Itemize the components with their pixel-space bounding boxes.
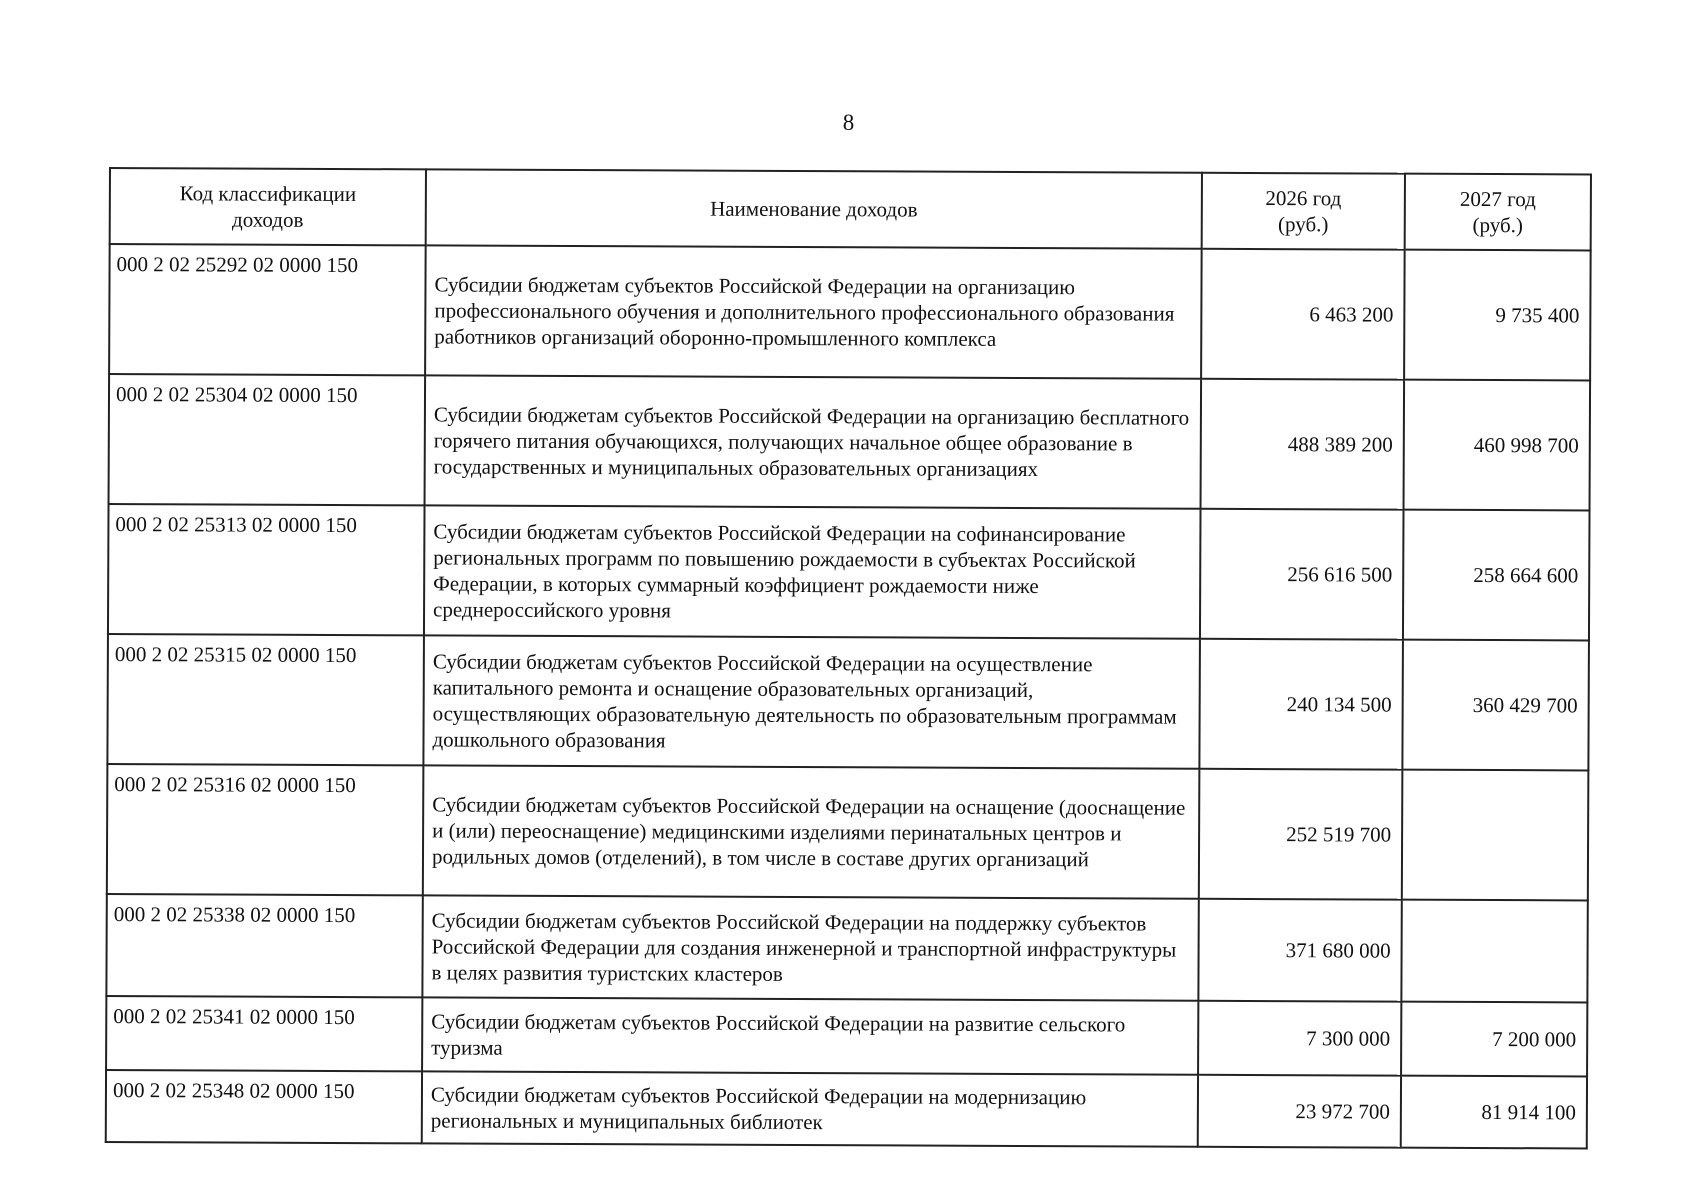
row-value-2027	[1401, 900, 1587, 1003]
row-value-2026: 23 972 700	[1198, 1075, 1401, 1148]
row-value-2026: 252 519 700	[1199, 769, 1403, 900]
row-value-2026: 7 300 000	[1198, 1001, 1401, 1076]
row-name: Субсидии бюджетам субъектов Российской Федерации на поддержку субъектов Российской Федерации для создания инженерной и транспортной инфраструктуры в целях развития туристских кластеров	[422, 895, 1198, 1000]
row-name: Субсидии бюджетам субъектов Российской Федерации на оснащение (дооснащение и (или) переоснащение) медицинскими изделиями перинатальных центров и родильных домов (отделений), в том числе в составе других организаций	[423, 765, 1200, 898]
row-code: 000 2 02 25348 02 0000 150	[106, 1070, 422, 1143]
row-value-2026: 256 616 500	[1200, 509, 1404, 640]
header-code	[110, 168, 426, 245]
row-code: 000 2 02 25292 02 0000 150	[109, 244, 426, 375]
header-2027-line2: (руб.)	[1472, 212, 1523, 238]
page-number: 8	[842, 110, 855, 135]
row-code: 000 2 02 25304 02 0000 150	[109, 374, 426, 505]
header-2027-line1: 2027 год	[1459, 186, 1536, 212]
row-value-2027: 460 998 700	[1404, 380, 1591, 511]
row-name: Субсидии бюджетам субъектов Российской Федерации на организацию бесплатного горячего питания обучающихся, получающих начальное общее образование в государственных и муниципальных образовательных организациях	[425, 375, 1202, 508]
table-row	[109, 244, 1591, 380]
table-row	[107, 634, 1589, 770]
header-2027	[1405, 174, 1591, 251]
table-row	[108, 504, 1590, 640]
row-name: Субсидии бюджетам субъектов Российской Федерации на развитие сельского туризма	[422, 997, 1198, 1074]
row-code: 000 2 02 25338 02 0000 150	[106, 894, 422, 997]
table-row	[106, 996, 1587, 1076]
row-name: Субсидии бюджетам субъектов Российской Федерации на модернизацию региональных и муниципальных библиотек	[422, 1071, 1198, 1146]
row-value-2027: 258 664 600	[1403, 510, 1590, 641]
row-code: 000 2 02 25313 02 0000 150	[108, 504, 425, 635]
row-value-2027: 81 914 100	[1401, 1076, 1587, 1149]
header-name: Наименование доходов	[426, 169, 1202, 248]
row-name: Субсидии бюджетам субъектов Российской Федерации на осуществление капитального ремонта и оснащение образовательных организаций, осуществляющих образовательную деятельность по образовательным программам дошкольного образования	[423, 635, 1200, 768]
row-value-2027	[1402, 770, 1589, 901]
table-row	[107, 764, 1589, 900]
revenue-table	[105, 167, 1592, 1149]
row-value-2026: 371 680 000	[1198, 899, 1401, 1002]
row-code: 000 2 02 25316 02 0000 150	[107, 764, 424, 895]
header-code-line1: Код классификации	[179, 181, 357, 207]
row-name: Субсидии бюджетам субъектов Российской Федерации на организацию профессионального обучения и дополнительного профессионального образования работников организаций оборонно-промышленного комплекса	[425, 245, 1202, 378]
row-code: 000 2 02 25341 02 0000 150	[106, 996, 422, 1071]
table-row	[106, 894, 1587, 1002]
header-2026-line2: (руб.)	[1278, 212, 1329, 237]
row-value-2026: 488 389 200	[1201, 379, 1405, 510]
row-name: Субсидии бюджетам субъектов Российской Федерации на софинансирование региональных программ по повышению рождаемости в субъектах Российской Федерации, в которых суммарный коэффициент рождаемости ниже среднероссийского уровня	[424, 505, 1201, 638]
header-2026	[1202, 173, 1405, 250]
row-value-2027: 360 429 700	[1402, 640, 1589, 771]
table-header-row	[110, 168, 1591, 250]
row-code: 000 2 02 25315 02 0000 150	[107, 634, 424, 765]
row-value-2026: 240 134 500	[1199, 639, 1403, 770]
row-value-2027: 7 200 000	[1401, 1002, 1587, 1077]
table-row	[109, 374, 1591, 510]
table-row	[106, 1070, 1587, 1148]
row-value-2026: 6 463 200	[1201, 249, 1405, 380]
row-value-2027: 9 735 400	[1404, 250, 1591, 381]
header-2026-line1: 2026 год	[1265, 186, 1342, 211]
header-code-line2: доходов	[232, 207, 304, 232]
